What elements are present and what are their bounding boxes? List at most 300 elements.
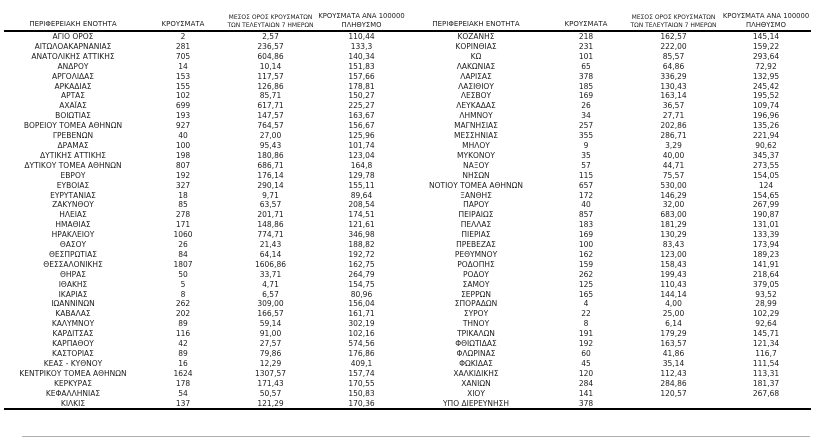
cell-per100k: 154,05 [752, 170, 780, 180]
cell-region: ΚΕΑΣ - ΚΥΘΝΟΥ [43, 358, 103, 368]
header-row [4, 12, 811, 31]
cell-region: ΦΩΚΙΔΑΣ [459, 358, 493, 368]
table-row [4, 210, 811, 220]
cell-avg7: 163,14 [660, 91, 687, 101]
cell-region: ΛΑΡΙΣΑΣ [460, 71, 492, 81]
cell-avg7: 110,43 [660, 279, 687, 289]
cell-per100k: 141,91 [752, 259, 780, 269]
cell-avg7: 35,14 [662, 358, 685, 368]
cell-region: ΒΟΡΕΙΟΥ ΤΟΜΕΑ ΑΘΗΝΩΝ [23, 121, 123, 131]
cell-cases: 165 [578, 289, 594, 299]
cell-region: ΝΑΞΟΥ [463, 160, 489, 170]
cell-avg7: 91,00 [259, 329, 282, 339]
cell-avg7: 121,29 [257, 398, 284, 408]
cell-per100k: 195,52 [752, 91, 780, 101]
header-cases-left [142, 12, 224, 31]
cell-per100k: 196,96 [752, 111, 780, 121]
header-per100k-right [721, 12, 811, 31]
table-row [4, 42, 811, 52]
cell-region: ΑΝΔΡΟΥ [57, 61, 89, 71]
cell-region: ΘΑΣΟΥ [59, 240, 87, 250]
cell-cases: 153 [175, 71, 191, 81]
table-row [4, 72, 811, 82]
cell-per100k: 157,66 [348, 71, 375, 81]
table-row [4, 339, 811, 349]
cell-avg7: 686,71 [257, 160, 284, 170]
cell-region: ΘΕΣΣΑΛΟΝΙΚΗΣ [43, 259, 103, 269]
table-row [4, 309, 811, 319]
cell-avg7: 59,14 [259, 319, 282, 329]
cell-cases: 40 [178, 131, 188, 141]
cell-region: ΠΑΡΟΥ [463, 200, 489, 210]
cell-cases: 278 [175, 210, 191, 220]
cell-cases: 705 [175, 51, 191, 61]
table-row [4, 389, 811, 399]
cell-avg7 [626, 399, 721, 410]
cell-cases: 34 [581, 111, 591, 121]
cell-avg7: 1606,86 [254, 259, 286, 269]
cell-region: ΒΟΙΩΤΙΑΣ [55, 111, 91, 121]
cell-per100k: 345,37 [752, 150, 780, 160]
cell-cases: 202 [175, 309, 191, 319]
cell-avg7: 179,29 [660, 329, 687, 339]
header-cases-label: ΚΡΟΥΣΜΑΤΑ [564, 20, 608, 28]
cell-region: ΡΕΘΥΜΝΟΥ [454, 249, 498, 259]
cell-per100k: 162,75 [348, 259, 375, 269]
table-row [4, 141, 811, 151]
cell-region: ΚΑΣΤΟΡΙΑΣ [52, 349, 94, 358]
cell-avg7: 79,86 [259, 349, 282, 358]
cell-region: ΚΟΖΑΝΗΣ [457, 32, 495, 41]
cell-avg7: 290,14 [257, 180, 284, 190]
cell-region: ΚΕΝΤΡΙΚΟΥ ΤΟΜΕΑ ΑΘΗΝΩΝ [19, 368, 127, 378]
cell-cases: 807 [175, 160, 191, 170]
cell-region: ΔΥΤΙΚΗΣ ΑΤΤΙΚΗΣ [40, 150, 106, 160]
cell-avg7: 162,57 [660, 32, 687, 41]
cell-per100k: 192,72 [348, 249, 375, 259]
cell-per100k: 132,95 [752, 71, 780, 81]
cell-per100k: 190,87 [752, 210, 780, 220]
cell-per100k: 176,86 [348, 349, 375, 358]
table-row [4, 31, 811, 42]
table-row [4, 319, 811, 329]
cell-avg7: 236,57 [257, 41, 284, 51]
cell-per100k: 133,3 [350, 41, 373, 51]
cell-avg7: 163,57 [660, 339, 687, 349]
cell-cases: 26 [581, 101, 591, 111]
table-row [4, 62, 811, 72]
cell-cases: 8 [180, 289, 186, 299]
cell-per100k: 159,22 [752, 41, 780, 51]
cell-region: ΘΗΡΑΣ [60, 269, 86, 279]
cell-region: ΝΟΤΙΟΥ ΤΟΜΕΑ ΑΘΗΝΩΝ [428, 180, 523, 190]
cell-cases: 857 [578, 210, 594, 220]
cell-region: ΣΠΟΡΑΔΩΝ [454, 299, 498, 309]
cell-avg7: 604,86 [257, 51, 284, 61]
cell-per100k: 135,26 [752, 121, 780, 131]
cell-region: ΜΕΣΣΗΝΙΑΣ [453, 131, 499, 141]
cell-cases: 378 [578, 398, 594, 408]
cell-cases: 115 [578, 170, 594, 180]
cell-region: ΧΙΟΥ [467, 388, 485, 398]
cell-region: ΣΑΜΟΥ [462, 279, 490, 289]
cell-cases: 120 [578, 368, 594, 378]
table-row [4, 359, 811, 369]
header-cases-label: ΚΡΟΥΣΜΑΤΑ [161, 20, 205, 28]
cell-per100k: 154,65 [752, 190, 780, 200]
cell-per100k: 409,1 [350, 358, 373, 368]
cell-avg7: 617,71 [257, 101, 284, 111]
cell-avg7: 95,43 [259, 140, 282, 150]
cell-per100k: 102,29 [752, 309, 780, 319]
cell-avg7: 148,86 [257, 220, 284, 230]
table-row [4, 220, 811, 230]
cell-avg7: 180,86 [257, 150, 284, 160]
cell-cases: 378 [578, 71, 594, 81]
cell-avg7: 130,43 [660, 81, 687, 91]
header-avg7-line2: ΤΩΝ ΤΕΛΕΥΤΑΙΩΝ 7 ΗΜΕΡΩΝ [630, 21, 717, 29]
cell-avg7: 3,29 [665, 140, 682, 150]
cell-cases: 89 [178, 349, 188, 358]
cell-avg7: 6,57 [262, 289, 279, 299]
cell-cases: 141 [578, 388, 594, 398]
cell-per100k: 131,01 [752, 220, 780, 230]
cell-cases: 262 [175, 299, 191, 309]
cell-cases: 1060 [173, 230, 193, 240]
table-row [4, 131, 811, 141]
cell-per100k: 80,96 [350, 289, 373, 299]
header-per100k-line1: ΚΡΟΥΣΜΑΤΑ ΑΝΑ 100000 [318, 12, 405, 20]
cell-per100k: 574,56 [348, 339, 375, 349]
cell-per100k: 121,34 [752, 339, 780, 349]
cell-per100k: 129,78 [348, 170, 375, 180]
cell-region: ΑΡΚΑΔΙΑΣ [54, 81, 92, 91]
cell-per100k: 92,64 [755, 319, 777, 329]
cell-region: ΣΕΡΡΩΝ [461, 289, 491, 299]
cell-cases: 100 [175, 140, 191, 150]
cell-avg7: 40,00 [662, 150, 685, 160]
cell-cases: 192 [175, 170, 191, 180]
cell-per100k: 140,34 [348, 51, 375, 61]
cell-avg7: 50,57 [259, 388, 282, 398]
cell-avg7: 27,57 [259, 339, 282, 349]
cell-region: ΙΘΑΚΗΣ [58, 279, 88, 289]
cell-cases: 137 [175, 398, 191, 408]
cell-avg7: 41,86 [662, 349, 685, 358]
cell-region: ΜΥΚΟΝΟΥ [457, 150, 495, 160]
cell-region: ΠΕΛΛΑΣ [460, 220, 492, 230]
cell-region: ΛΗΜΝΟΥ [459, 111, 493, 121]
cell-per100k: 245,42 [752, 81, 780, 91]
cell-cases: 183 [578, 220, 594, 230]
cell-per100k: 156,04 [348, 299, 375, 309]
cell-per100k: 170,36 [348, 398, 375, 408]
cell-per100k: 174,51 [348, 210, 375, 220]
cell-avg7: 21,43 [259, 240, 282, 250]
cell-region: ΚΑΡΔΙΤΣΑΣ [52, 329, 94, 339]
cell-per100k: 161,71 [348, 309, 375, 319]
cell-region: ΔΡΑΜΑΣ [57, 140, 89, 150]
cell-avg7: 9,71 [262, 190, 279, 200]
cell-avg7: 4,00 [665, 299, 682, 309]
cell-avg7: 144,14 [660, 289, 687, 299]
cell-cases: 125 [578, 279, 594, 289]
header-avg7-line1: ΜΕΣΟΣ ΟΡΟΣ ΚΡΟΥΣΜΑΤΩΝ [631, 14, 716, 21]
cell-avg7: 112,43 [660, 368, 687, 378]
cell-per100k: 267,99 [752, 200, 780, 210]
table-row [4, 379, 811, 389]
cell-region: ΠΙΕΡΙΑΣ [461, 230, 491, 240]
cell-per100k: 154,75 [348, 279, 375, 289]
regional-cases-table [4, 12, 811, 410]
cell-per100k: 218,64 [752, 269, 780, 279]
cell-cases: 169 [578, 230, 594, 240]
cell-region: ΚΟΡΙΝΘΙΑΣ [455, 41, 497, 51]
table-row [4, 240, 811, 250]
cell-cases: 65 [581, 61, 591, 71]
cell-cases: 355 [578, 131, 594, 141]
cell-cases: 57 [581, 160, 591, 170]
table-row [4, 161, 811, 171]
cell-region: ΦΘΙΩΤΙΔΑΣ [455, 339, 497, 349]
table-row [4, 260, 811, 270]
table-row [4, 52, 811, 62]
cell-region: ΖΑΚΥΝΘΟΥ [52, 200, 94, 210]
cell-cases: 218 [578, 32, 594, 41]
cell-region: ΡΟΔΟΠΗΣ [457, 259, 495, 269]
cell-cases: 54 [178, 388, 188, 398]
cell-avg7: 44,71 [662, 160, 685, 170]
cell-per100k: 116,7 [755, 349, 777, 358]
cell-per100k: 225,27 [348, 101, 375, 111]
cell-per100k: 72,92 [755, 61, 777, 71]
cell-avg7: 64,14 [259, 249, 282, 259]
cell-cases: 84 [178, 249, 188, 259]
cell-per100k: 113,31 [752, 368, 780, 378]
cell-region: ΚΑΛΥΜΝΟΥ [51, 319, 95, 329]
cell-region: ΚΑΡΠΑΘΟΥ [52, 339, 94, 349]
cell-per100k: 170,55 [348, 378, 375, 388]
cell-avg7: 146,29 [660, 190, 687, 200]
cell-cases: 16 [178, 358, 188, 368]
cell-per100k: 93,52 [755, 289, 777, 299]
cell-region: ΚΩ [470, 51, 482, 61]
cell-cases: 50 [178, 269, 188, 279]
cell-avg7: 147,57 [257, 111, 284, 121]
cell-region: ΕΒΡΟΥ [60, 170, 86, 180]
table-row [4, 171, 811, 181]
cell-avg7: 123,00 [660, 249, 687, 259]
table-row [4, 369, 811, 379]
cell-cases: 26 [178, 240, 188, 250]
cell-avg7: 85,71 [259, 91, 282, 101]
cell-region: ΞΑΝΘΗΣ [460, 190, 492, 200]
cell-per100k: 189,23 [752, 249, 780, 259]
cell-avg7: 27,00 [259, 131, 282, 141]
cell-cases: 198 [175, 150, 191, 160]
cell-cases: 657 [578, 180, 594, 190]
cell-avg7: 1307,57 [254, 368, 286, 378]
cell-region: ΗΡΑΚΛΕΙΟΥ [51, 230, 95, 240]
cell-avg7: 12,29 [259, 358, 282, 368]
table-row [4, 280, 811, 290]
cell-region: ΑΝΑΤΟΛΙΚΗΣ ΑΤΤΙΚΗΣ [31, 51, 115, 61]
cell-cases: 155 [175, 81, 191, 91]
cell-avg7: 10,14 [259, 61, 282, 71]
cell-per100k: 145,71 [752, 329, 780, 339]
cell-avg7: 530,00 [660, 180, 687, 190]
cell-cases: 191 [578, 329, 594, 339]
cell-cases: 159 [578, 259, 594, 269]
table-row [4, 91, 811, 101]
cell-per100k: 110,44 [348, 32, 375, 41]
cell-avg7: 63,57 [259, 200, 282, 210]
cell-per100k: 155,11 [348, 180, 375, 190]
cell-region: ΘΕΣΠΡΩΤΙΑΣ [49, 249, 97, 259]
cell-avg7: 75,57 [662, 170, 685, 180]
cell-avg7: 158,43 [660, 259, 687, 269]
header-region-label: ΠΕΡΙΦΕΡΕΙΑΚΗ ΕΝΟΤΗΤΑ [432, 20, 520, 28]
header-per100k-line2: ΠΛΗΘΥΣΜΟ [746, 20, 786, 29]
cell-region: ΝΗΣΩΝ [462, 170, 490, 180]
cell-per100k: 302,19 [348, 319, 375, 329]
cell-region: ΛΕΣΒΟΥ [460, 91, 492, 101]
cell-avg7: 202,86 [660, 121, 687, 131]
cell-cases: 102 [175, 91, 191, 101]
table-row [4, 121, 811, 131]
cell-region: ΛΕΥΚΑΔΑΣ [456, 101, 496, 111]
cell-region: ΤΡΙΚΑΛΩΝ [457, 329, 495, 339]
cell-avg7: 286,71 [660, 131, 687, 141]
cell-region: ΡΟΔΟΥ [462, 269, 490, 279]
cell-region: ΚΙΛΚΙΣ [60, 398, 86, 408]
cell-region: ΗΜΑΘΙΑΣ [55, 220, 91, 230]
cell-per100k: 89,64 [350, 190, 373, 200]
cell-per100k: 163,67 [348, 111, 375, 121]
cell-per100k: 101,74 [348, 140, 375, 150]
cell-region: ΓΡΕΒΕΝΩΝ [52, 131, 94, 141]
cell-avg7: 126,86 [257, 81, 284, 91]
cell-cases: 185 [578, 81, 594, 91]
cell-per100k: 90,62 [755, 140, 777, 150]
table-row [4, 399, 811, 410]
cell-region: ΥΠΟ ΔΙΕΡΕΥΝΗΣΗ [442, 398, 510, 408]
cell-per100k: 379,05 [752, 279, 780, 289]
cell-region: ΑΡΤΑΣ [60, 91, 86, 101]
header-per100k-left [317, 12, 406, 31]
table-row [4, 181, 811, 191]
cell-cases: 1624 [173, 368, 193, 378]
table-row [4, 230, 811, 240]
cell-avg7: 25,00 [662, 309, 685, 319]
cell-cases: 40 [581, 200, 591, 210]
cell-region: ΦΛΩΡΙΝΑΣ [456, 349, 496, 358]
cell-avg7: 774,71 [257, 230, 284, 240]
cell-avg7: 222,00 [660, 41, 687, 51]
cell-avg7: 201,71 [257, 210, 284, 220]
cell-per100k: 221,94 [752, 131, 780, 141]
cell-per100k: 150,83 [348, 388, 375, 398]
cell-avg7: 764,57 [257, 121, 284, 131]
table-row [4, 329, 811, 339]
header-per100k-line2: ΠΛΗΘΥΣΜΟ [341, 20, 382, 29]
table-header [4, 12, 811, 31]
cell-cases: 284 [578, 378, 594, 388]
cell-cases: 116 [175, 329, 191, 339]
cell-cases: 281 [175, 41, 191, 51]
cell-cases: 14 [178, 61, 188, 71]
cell-avg7: 85,57 [662, 51, 685, 61]
cell-cases: 101 [578, 51, 594, 61]
cell-region: ΚΕΡΚΥΡΑΣ [53, 378, 93, 388]
cell-region: ΤΗΝΟΥ [462, 319, 490, 329]
cell-per100k: 208,54 [348, 200, 375, 210]
cell-per100k: 125,96 [348, 131, 375, 141]
cell-avg7: 199,43 [660, 269, 687, 279]
cell-avg7: 64,86 [662, 61, 685, 71]
cell-avg7: 336,29 [660, 71, 687, 81]
cell-region: ΑΧΑΪΑΣ [59, 101, 87, 111]
cell-region: ΚΕΦΑΛΛΗΝΙΑΣ [45, 388, 101, 398]
cell-region: ΜΗΛΟΥ [462, 140, 490, 150]
cell-cases: 9 [583, 140, 589, 150]
table-row [4, 101, 811, 111]
cell-per100k: 178,81 [348, 81, 375, 91]
table-row [4, 111, 811, 121]
cell-region: ΛΑΚΩΝΙΑΣ [456, 61, 496, 71]
cell-cases: 178 [175, 378, 191, 388]
table-row [4, 82, 811, 92]
cell-cases: 85 [178, 200, 188, 210]
cell-region: ΙΚΑΡΙΑΣ [58, 289, 88, 299]
cell-avg7: 2,57 [262, 32, 279, 41]
table-row [4, 270, 811, 280]
cell-per100k: 188,82 [348, 240, 375, 250]
cell-cases: 2 [180, 32, 186, 41]
cell-avg7: 33,71 [259, 269, 282, 279]
cell-avg7: 4,71 [262, 279, 279, 289]
cell-per100k: 157,74 [348, 368, 375, 378]
cell-per100k: 121,61 [348, 220, 375, 230]
cell-cases: 192 [578, 339, 594, 349]
header-avg7-right [626, 12, 721, 31]
cell-region: ΧΑΝΙΩΝ [461, 378, 491, 388]
cell-avg7: 6,14 [665, 319, 682, 329]
cell-avg7: 181,29 [660, 220, 687, 230]
cell-region: ΕΥΡΥΤΑΝΙΑΣ [50, 190, 96, 200]
cell-region: ΛΑΣΙΘΙΟΥ [458, 81, 494, 91]
cell-avg7: 36,57 [662, 101, 685, 111]
cell-cases: 100 [578, 240, 594, 250]
cell-cases: 60 [581, 349, 591, 358]
cell-region: ΑΡΓΟΛΙΔΑΣ [51, 71, 95, 81]
cell-cases: 89 [178, 319, 188, 329]
cell-cases: 193 [175, 111, 191, 121]
cell-cases: 162 [578, 249, 594, 259]
header-avg7-line2: ΤΩΝ ΤΕΛΕΥΤΑΙΩΝ 7 ΗΜΕΡΩΝ [227, 21, 314, 29]
cell-per100k: 346,98 [348, 230, 375, 240]
cell-avg7: 309,00 [257, 299, 284, 309]
table-row [4, 299, 811, 309]
cell-cases: 45 [581, 358, 591, 368]
table-body [4, 31, 811, 409]
table-row [4, 349, 811, 359]
cell-region: ΑΙΤΩΛΟΑΚΑΡΝΑΝΙΑΣ [34, 41, 112, 51]
cell-avg7: 83,43 [662, 240, 685, 250]
cell-per100k: 267,68 [752, 388, 780, 398]
cell-region: ΜΑΓΝΗΣΙΑΣ [454, 121, 498, 131]
cell-cases: 35 [581, 150, 591, 160]
